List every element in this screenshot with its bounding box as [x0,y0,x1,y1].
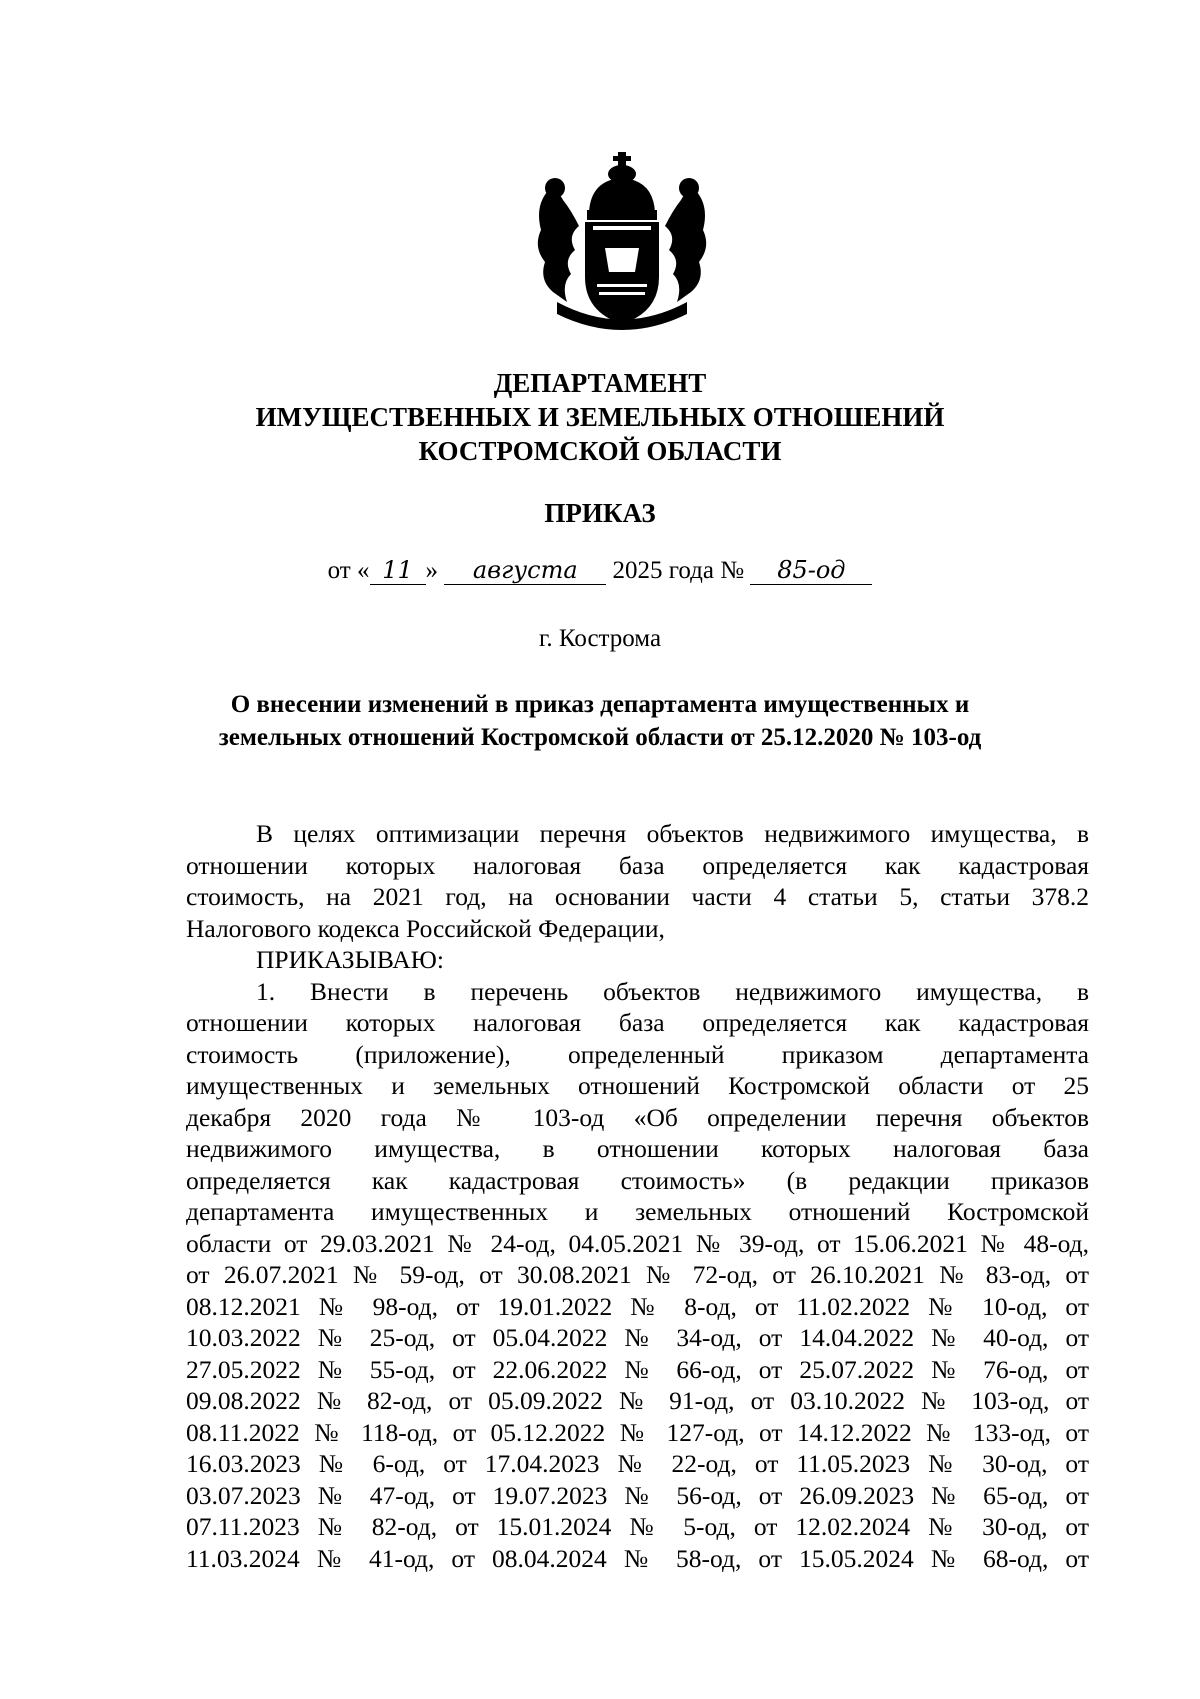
body-line: 08.12.2021 № 98-од, от 19.01.2022 № 8-од, от 11.02.2022 № 10-од, от [186,1291,1089,1321]
body-line: имущественных и земельных отношений Костромской области от 25 [186,1071,1089,1100]
body-line: 09.08.2022 № 82-од, от 05.09.2022 № 91-од, от 03.10.2022 № 103-од, от [186,1386,1089,1415]
body-line: от 26.07.2021 № 59-од, от 30.08.2021 № 72-од, от 26.10.2021 № 83-од, от [186,1260,1089,1289]
order-subject [150,688,1050,754]
department-name [0,366,1200,468]
body-line: отношении которых налоговая база определяется как кадастровая [186,1008,1089,1037]
date-year-no: 2025 года № [612,557,745,584]
handwritten-month: августа [444,556,606,585]
body-line: 27.05.2022 № 55-од, от 22.06.2022 № 66-од, от 25.07.2022 № 76-од, от [186,1354,1089,1384]
date-mid: » [425,557,438,584]
body-line: стоимость, на 2021 год, на основании части 4 статьи 5, статьи 378.2 [186,882,1089,911]
body-line: Налогового кодекса Российской Федерации, [186,913,665,943]
body-line: В целях оптимизации перечня объектов недвижимого имущества, в [256,819,1089,848]
body-line: 08.11.2022 № 118-од, от 05.12.2022 № 127-од, от 14.12.2022 № 133-од, от [186,1417,1089,1447]
body-line: стоимость (приложение), определенный приказом департамента [186,1039,1089,1069]
handwritten-order-number: 85-од [750,556,872,585]
body-line: недвижимого имущества, в отношении которых налоговая база [186,1134,1089,1163]
preamble [186,818,1089,944]
body-line: 16.03.2023 № 6-од, от 17.04.2023 № 22-од, от 11.05.2023 № 30-од, от [186,1449,1089,1478]
body-line: 10.03.2022 № 25-од, от 05.04.2022 № 34-од, от 14.04.2022 № 40-од, от [186,1323,1089,1352]
city: г. Кострома [538,625,662,652]
body-line: департамента имущественных и земельных отношений Костромской [186,1197,1089,1226]
body-line: 07.11.2023 № 82-од, от 15.01.2024 № 5-од, от 12.02.2024 № 30-од, от [186,1512,1089,1541]
body-line: области от 29.03.2021 № 24-од, 04.05.2021 № 39-од, от 15.06.2021 № 48-од, [186,1228,1089,1258]
coat-of-arms-icon [527,152,717,334]
date-prefix: от « [327,557,370,584]
document-body [186,818,1089,1574]
subject-line: О внесении изменений в приказ департамента имущественных и [230,691,970,718]
department-line: ИМУЩЕСТВЕННЫХ И ЗЕМЕЛЬНЫХ ОТНОШЕНИЙ [255,402,945,432]
body-line: 11.03.2024 № 41-од, от 08.04.2024 № 58-од, от 15.05.2024 № 68-од, от [186,1543,1089,1573]
department-line: КОСТРОМСКОЙ ОБЛАСТИ [418,436,782,466]
body-line: определяется как кадастровая стоимость» (в редакции приказов [186,1165,1089,1195]
item-1 [186,976,1089,1575]
document-type: ПРИКАЗ [544,498,656,528]
body-line: отношении которых налоговая база определяется как кадастровая [186,850,1089,880]
handwritten-day: 11 [370,556,426,585]
date-line [0,556,1200,585]
decree-word: ПРИКАЗЫВАЮ: [256,945,444,974]
body-line: 1. Внести в перечень объектов недвижимого имущества, в [256,976,1089,1006]
subject-line: земельных отношений Костромской области от 25.12.2020 № 103-од [218,724,982,751]
body-line: 03.07.2023 № 47-од, от 19.07.2023 № 56-од, от 26.09.2023 № 65-од, от [186,1480,1089,1510]
department-line: ДЕПАРТАМЕНТ [493,368,707,398]
body-line: декабря 2020 года № 103-од «Об определении перечня объектов [186,1102,1089,1132]
